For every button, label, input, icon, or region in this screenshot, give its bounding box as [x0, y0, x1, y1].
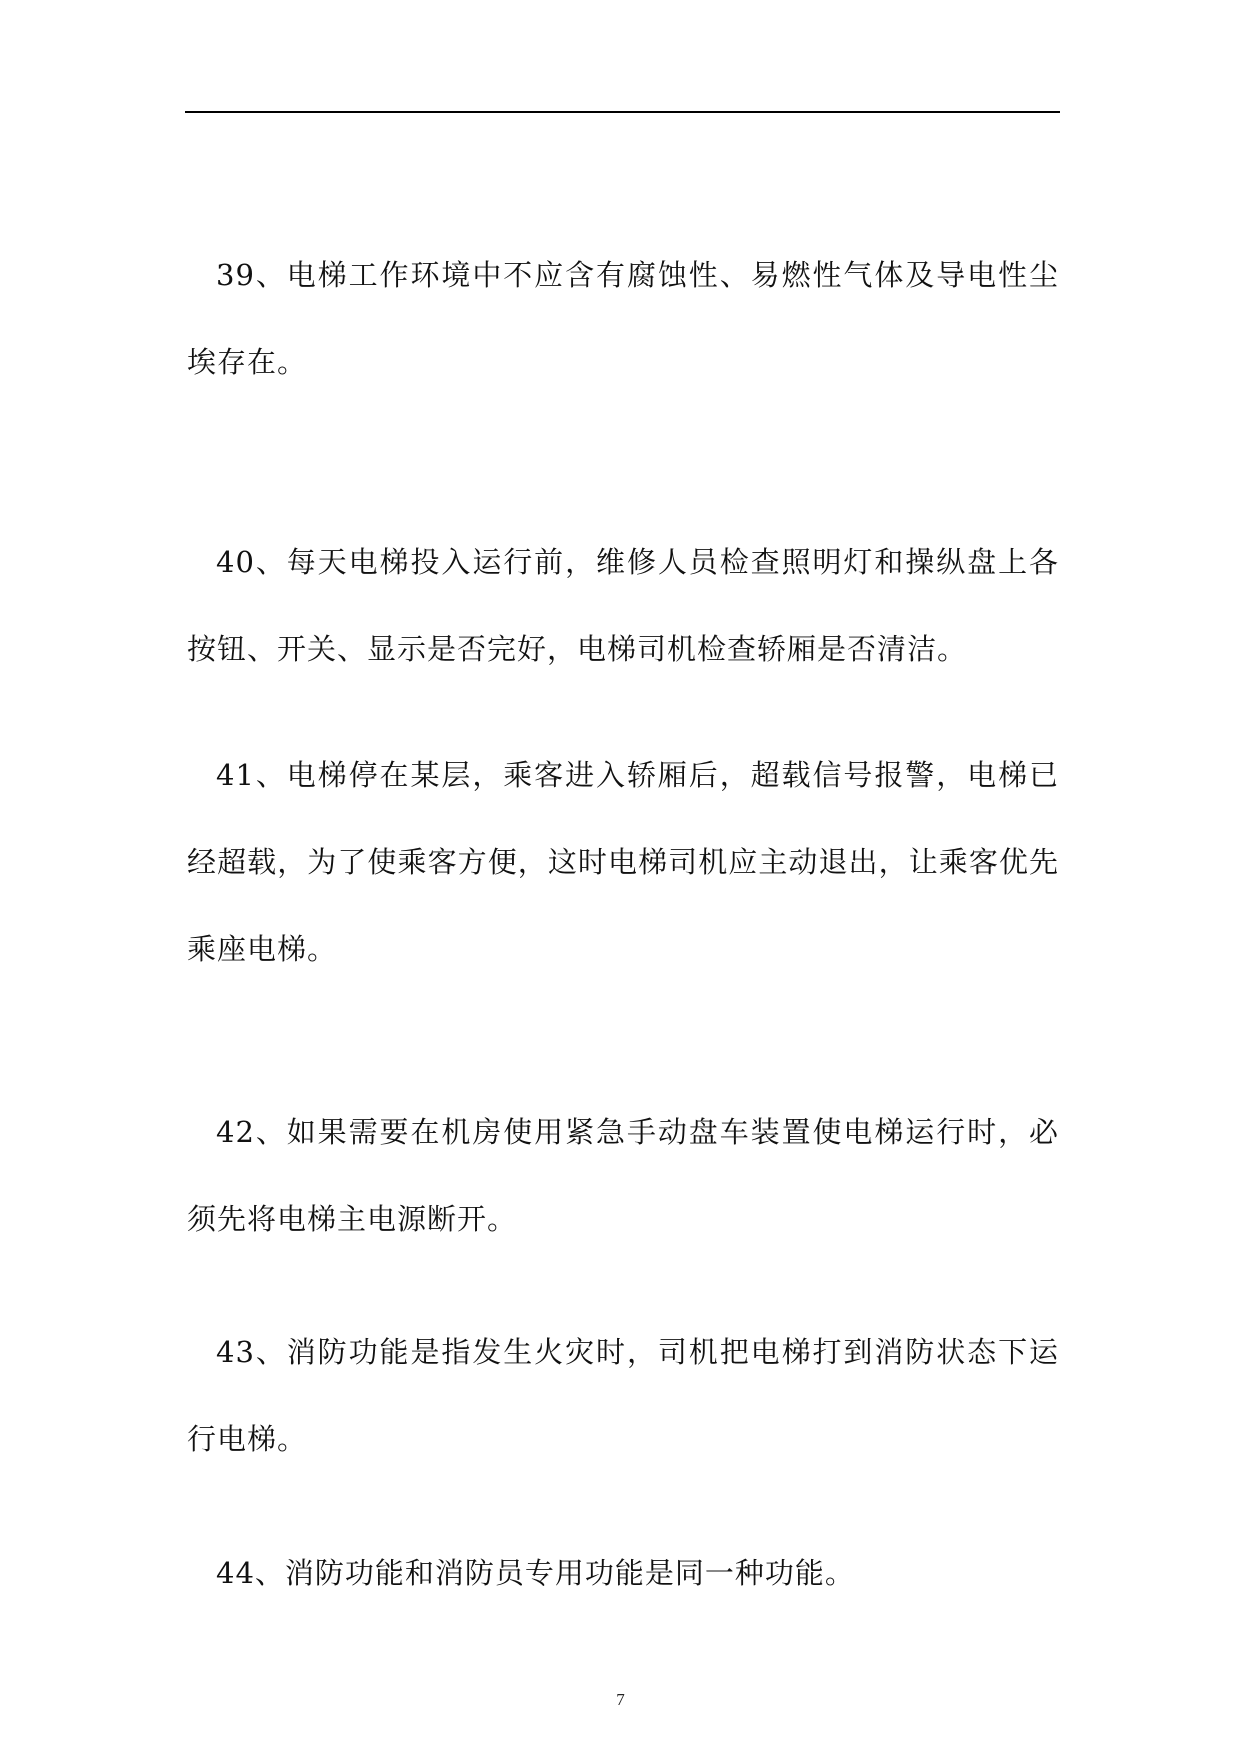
- paragraph-41: 41、电梯停在某层，乘客进入轿厢后，超载信号报警，电梯已经超载，为了使乘客方便，这时电梯司机应主动退出，让乘客优先乘座电梯。: [187, 758, 1059, 966]
- paragraph-44: 44、消防功能和消防员专用功能是同一种功能。: [216, 1556, 855, 1590]
- paragraph-42: 42、如果需要在机房使用紧急手动盘车装置使电梯运行时，必须先将电梯主电源断开。: [187, 1115, 1059, 1236]
- paragraph-40: 40、每天电梯投入运行前，维修人员检查照明灯和操纵盘上各按钮、开关、显示是否完好，电梯司机检查轿厢是否清洁。: [187, 545, 1059, 666]
- page-number: 7: [616, 1690, 625, 1709]
- header-rule: [185, 111, 1060, 113]
- paragraph-43: 43、消防功能是指发生火灾时，司机把电梯打到消防状态下运行电梯。: [187, 1335, 1059, 1456]
- paragraph-39: 39、电梯工作环境中不应含有腐蚀性、易燃性气体及导电性尘埃存在。: [187, 258, 1059, 379]
